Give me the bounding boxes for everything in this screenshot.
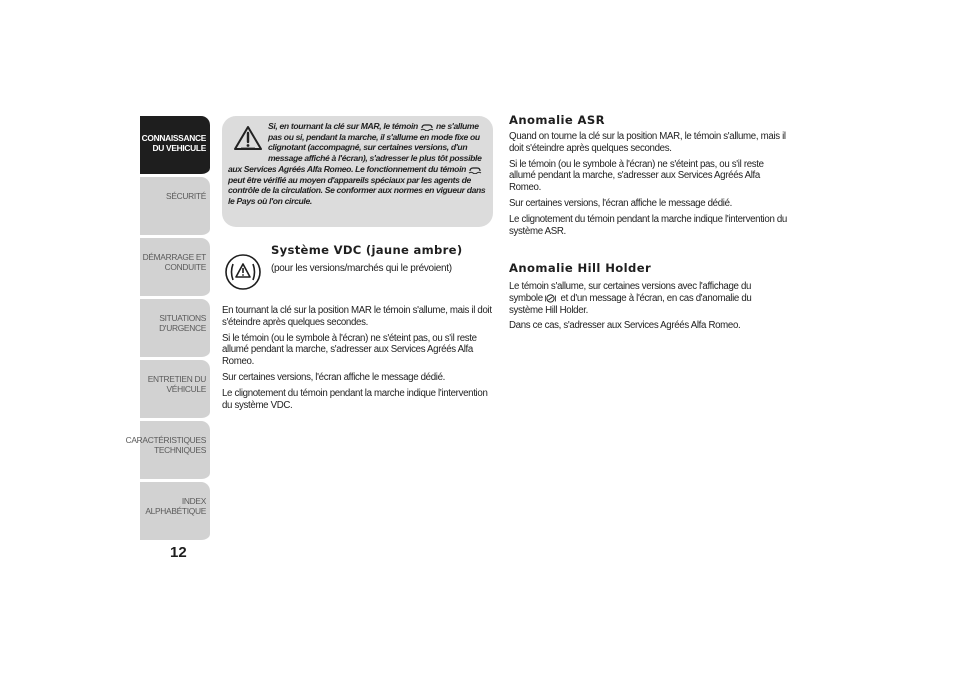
- vdc-paragraph: En tournant la clé sur la position MAR le témoin s'allume, mais il doit s'éteindre après quelques secondes.: [222, 305, 492, 328]
- traction-control-icon: [468, 166, 482, 174]
- chapter-tab-entretien-du-vehicule[interactable]: [140, 360, 210, 421]
- vdc-body: [222, 305, 494, 415]
- traction-control-icon: [420, 123, 434, 131]
- chapter-tab-label: CONNAISSANCE DU VEHICULE: [141, 133, 206, 153]
- chapter-tab-label: INDEX ALPHABÉTIQUE: [145, 496, 206, 516]
- asr-paragraph: Si le témoin (ou le symbole à l'écran) ne s'éteint pas, ou s'il reste allumé pendant la marche, s'adresser aux Services Agréés Alfa Romeo.: [509, 158, 764, 194]
- warning-text-part2: ne s'allume pas ou si, pendant la marche, il s'allume en mode fixe ou clignotant (accompagné, sur certaines versions, d'un message affiché à l'écran), s'adresser le plus tôt possible aux Services Agréés Alfa Romeo. Le fonctionnement du témoin: [228, 121, 482, 174]
- page-number: 12: [170, 544, 187, 561]
- warning-text-part3: peut être vérifié au moyen d'appareils spéciaux par les agents de contrôle de la circulation. Se conformer aux normes en vigueur dans le Pays où l'on circule.: [228, 174, 486, 206]
- chapter-tab-label: SITUATIONS D'URGENCE: [159, 313, 206, 333]
- asr-body: [509, 131, 787, 241]
- chapter-tab-situations-d-urgence[interactable]: [140, 299, 210, 360]
- vdc-subtitle: (pour les versions/marchés qui le prévoient): [271, 263, 452, 274]
- chapter-tab-securite[interactable]: [140, 177, 210, 238]
- hill-holder-text-after-icon: et d'un message à l'écran, en cas d'anomalie du système Hill Holder.: [509, 292, 752, 316]
- chapter-tab-label: CARACTÉRISTIQUES TECHNIQUES: [125, 435, 206, 455]
- hill-holder-icon: [545, 294, 556, 303]
- asr-paragraph: Le clignotement du témoin pendant la marche indique l'intervention du système ASR.: [509, 213, 787, 237]
- chapter-tab-label: DÉMARRAGE ET CONDUITE: [142, 252, 206, 272]
- asr-heading: Anomalie ASR: [509, 113, 605, 127]
- chapter-tab-demarrage-et-conduite[interactable]: [140, 238, 210, 299]
- chapter-tab-label: ENTRETIEN DU VÉHICULE: [147, 374, 206, 394]
- vdc-paragraph: Sur certaines versions, l'écran affiche le message dédié.: [222, 371, 446, 383]
- asr-paragraph: Sur certaines versions, l'écran affiche le message dédié.: [509, 197, 733, 209]
- hill-holder-paragraph: Dans ce cas, s'adresser aux Services Agréés Alfa Romeo.: [509, 320, 741, 332]
- hill-holder-text-before-icon: Le témoin s'allume, sur certaines versions avec l'affichage du symbole: [509, 281, 752, 304]
- warning-box: [222, 116, 493, 227]
- warning-triangle-icon: [228, 121, 268, 155]
- vdc-paragraph: Si le témoin (ou le symbole à l'écran) ne s'éteint pas, ou s'il reste allumé pendant la marche, s'adresser aux Services Agréés Alfa Romeo.: [222, 332, 477, 368]
- hill-holder-body: [509, 281, 787, 336]
- hill-holder-paragraph: [509, 281, 787, 316]
- vdc-heading: Système VDC (jaune ambre): [271, 243, 463, 257]
- warning-text: [228, 121, 486, 207]
- chapter-tab-caracteristiques-techniques[interactable]: [125, 421, 210, 482]
- chapter-tab-connaissance-du-vehicule[interactable]: [140, 116, 210, 177]
- vdc-warning-lamp-icon: [224, 253, 262, 291]
- asr-paragraph: Quand on tourne la clé sur la position MAR, le témoin s'allume, mais il doit s'éteindre après quelques secondes.: [509, 131, 786, 154]
- vdc-paragraph: Le clignotement du témoin pendant la marche indique l'intervention du système VDC.: [222, 387, 488, 411]
- warning-text-part1: Si, en tournant la clé sur MAR, le témoin: [268, 121, 418, 131]
- chapter-tab-label: SÉCURITÉ: [166, 191, 206, 201]
- hill-holder-heading: Anomalie Hill Holder: [509, 261, 652, 275]
- chapter-tab-index-alphabetique[interactable]: [140, 482, 210, 543]
